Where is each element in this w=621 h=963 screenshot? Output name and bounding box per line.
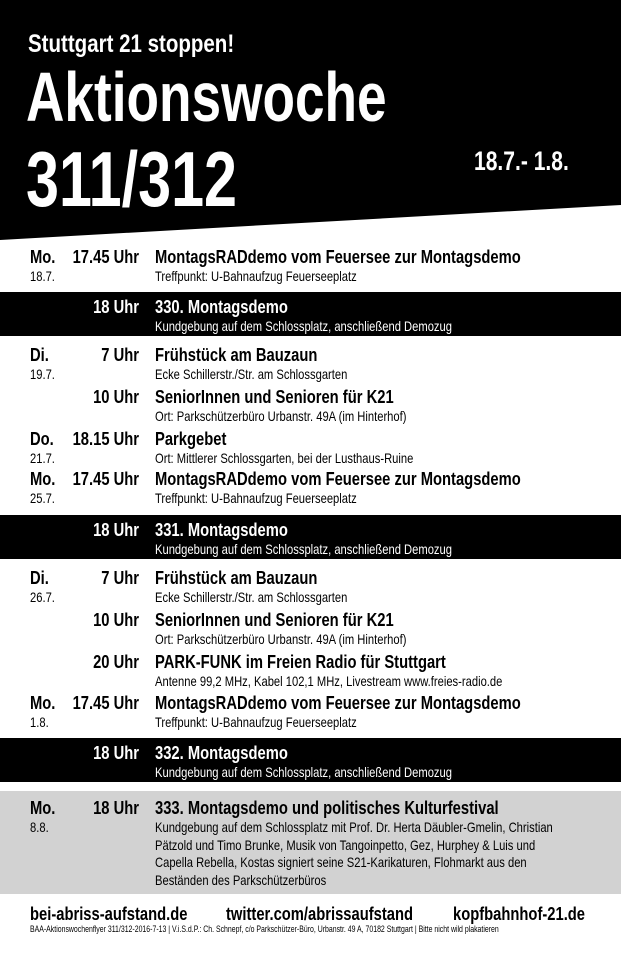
event-day: Mo.	[30, 247, 56, 267]
event-title: 332. Montagsdemo	[155, 743, 288, 763]
event-subtitle: Treffpunkt: U-Bahnaufzug Feuerseeplatz	[155, 268, 357, 284]
event-date: 21.7.	[30, 450, 55, 466]
header-banner	[0, 0, 621, 250]
event-day: Mo.	[30, 469, 56, 489]
event-time: 10 Uhr	[93, 387, 139, 407]
event-date: 18.7.	[30, 268, 55, 284]
event-date: 25.7.	[30, 490, 55, 506]
event-date: 8.8.	[30, 819, 49, 835]
event-time: 18 Uhr	[93, 297, 139, 317]
footer-links	[30, 904, 590, 926]
event-title: 330. Montagsdemo	[155, 297, 288, 317]
event-subtitle: Ecke Schillerstr./Str. am Schlossgarten	[155, 366, 348, 382]
event-time: 17.45 Uhr	[72, 693, 139, 713]
event-title: MontagsRADdemo vom Feuersee zur Montagsdemo	[155, 247, 521, 267]
event-title: PARK-FUNK im Freien Radio für Stuttgart	[155, 652, 446, 672]
event-row	[0, 610, 621, 650]
event-day: Di.	[30, 568, 49, 588]
event-row	[0, 693, 621, 733]
event-row	[0, 469, 621, 509]
event-day: Mo.	[30, 798, 56, 818]
event-row-highlight	[0, 515, 621, 559]
event-row	[0, 345, 621, 385]
event-time: 18 Uhr	[93, 798, 139, 818]
event-time: 18 Uhr	[93, 743, 139, 763]
event-subtitle: Kundgebung auf dem Schlossplatz, anschließend Demozug	[155, 764, 452, 780]
event-subtitle: Ort: Parkschützerbüro Urbanstr. 49A (im Hinterhof)	[155, 631, 407, 647]
event-time: 17.45 Uhr	[72, 469, 139, 489]
event-day: Di.	[30, 345, 49, 365]
event-title: SeniorInnen und Senioren für K21	[155, 610, 394, 630]
event-row	[0, 429, 621, 469]
event-subtitle: Treffpunkt: U-Bahnaufzug Feuerseeplatz	[155, 714, 357, 730]
event-subtitle: Kundgebung auf dem Schlossplatz, anschließend Demozug	[155, 318, 452, 334]
event-date: 1.8.	[30, 714, 49, 730]
imprint: BAA-Aktionswochenflyer 311/312-2016-7-13 | V.i.S.d.P.: Ch. Schnepf, c/o Parkschützer-Büro, Urbanstr. 49 A, 70182 Stuttgart | Bitte nicht wild plakatieren	[30, 924, 499, 935]
event-title: MontagsRADdemo vom Feuersee zur Montagsdemo	[155, 469, 521, 489]
event-subtitle: Antenne 99,2 MHz, Kabel 102,1 MHz, Livestream www.freies-radio.de	[155, 673, 503, 689]
event-subtitle: Kundgebung auf dem Schlossplatz, anschließend Demozug	[155, 541, 452, 557]
event-title: Frühstück am Bauzaun	[155, 568, 318, 588]
event-subtitle: Ort: Mittlerer Schlossgarten, bei der Lusthaus-Ruine	[155, 450, 414, 466]
event-row	[0, 652, 621, 692]
event-subtitle: Treffpunkt: U-Bahnaufzug Feuerseeplatz	[155, 490, 357, 506]
page-subtitle: 311/312	[26, 135, 238, 223]
page-title: Aktionswoche	[26, 58, 387, 136]
event-day: Do.	[30, 429, 54, 449]
event-time: 18.15 Uhr	[72, 429, 139, 449]
event-title: Frühstück am Bauzaun	[155, 345, 318, 365]
event-title: Parkgebet	[155, 429, 227, 449]
event-title: MontagsRADdemo vom Feuersee zur Montagsdemo	[155, 693, 521, 713]
event-time: 10 Uhr	[93, 610, 139, 630]
event-date: 26.7.	[30, 589, 55, 605]
event-row	[0, 387, 621, 427]
event-row-highlight	[0, 738, 621, 782]
event-title: 331. Montagsdemo	[155, 520, 288, 540]
event-row-festival	[0, 791, 621, 894]
date-range: 18.7.- 1.8.	[474, 146, 569, 176]
event-time: 7 Uhr	[101, 568, 139, 588]
event-row	[0, 247, 621, 291]
event-description: Kundgebung auf dem Schlossplatz mit Prof. Dr. Herta Däubler-Gmelin, Christian Pätzold und Timo Brunke, Musik von Tangoinpetto, Gez, Hurphey & Luis und Capella Rebella, Kostas signiert seine S21-Karikaturen, Flohmarkt aus den Beständen des Parkschützerbüros	[155, 819, 553, 888]
footer-link-kopfbahnhof[interactable]: kopfbahnhof-21.de	[453, 904, 586, 924]
event-title: SeniorInnen und Senioren für K21	[155, 387, 394, 407]
event-subtitle: Ecke Schillerstr./Str. am Schlossgarten	[155, 589, 348, 605]
event-time: 18 Uhr	[93, 520, 139, 540]
footer-link-twitter[interactable]: twitter.com/abrissaufstand	[226, 904, 414, 924]
event-title: 333. Montagsdemo und politisches Kulturfestival	[155, 798, 499, 818]
event-row	[0, 568, 621, 608]
footer-link-website[interactable]: bei-abriss-aufstand.de	[30, 904, 188, 924]
event-time: 20 Uhr	[93, 652, 139, 672]
event-time: 17.45 Uhr	[72, 247, 139, 267]
event-date: 19.7.	[30, 366, 55, 382]
event-day: Mo.	[30, 693, 56, 713]
kicker: Stuttgart 21 stoppen!	[28, 30, 235, 58]
event-time: 7 Uhr	[101, 345, 139, 365]
event-row-highlight	[0, 292, 621, 336]
event-subtitle: Ort: Parkschützerbüro Urbanstr. 49A (im Hinterhof)	[155, 408, 407, 424]
